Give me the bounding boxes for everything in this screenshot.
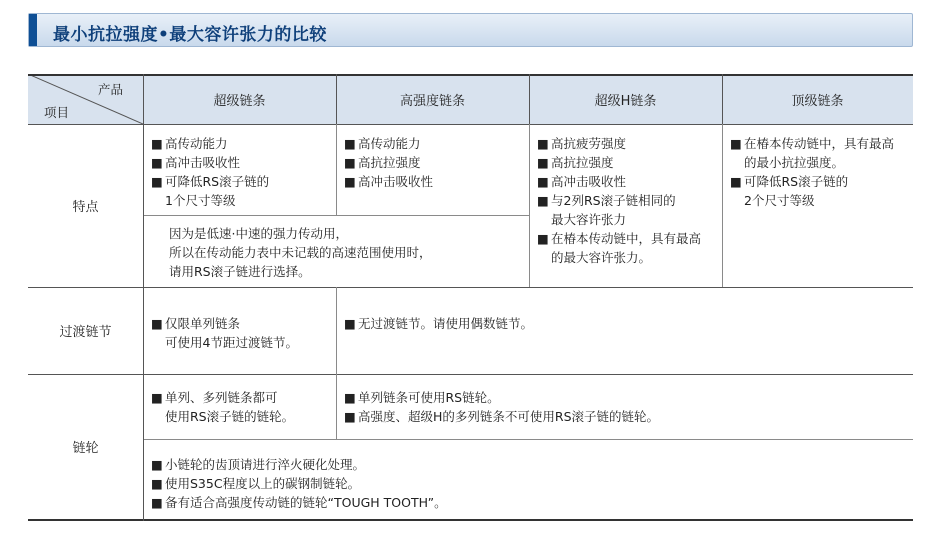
list-item: ■ 高传动能力 (344, 136, 421, 151)
list-item: ■ 与2列RS滚子链相同的 (537, 193, 676, 208)
features-note-cell (169, 224, 432, 281)
sprocket-super-cell (151, 388, 294, 426)
list-item-continuation: 可使用4节距过渡链节。 (165, 335, 298, 350)
col-divider-label (143, 74, 144, 521)
list-item: ■ 高冲击吸收性 (151, 155, 241, 170)
list-item-continuation: 1个尺寸等级 (165, 193, 236, 208)
offset-link-super-cell (151, 314, 298, 352)
note-line: 因为是低速·中速的强力传动用， (169, 226, 348, 241)
list-item: ■ 无过渡链节。请使用偶数链节。 (344, 316, 534, 331)
features-super-h-cell (537, 134, 701, 267)
features-col-divider-1 (336, 124, 337, 215)
list-item: ■ 使用S35C程度以上的碳钢制链轮。 (151, 476, 361, 491)
table-top-border (28, 74, 913, 76)
list-item: ■ 在椿本传动链中，具有最高 (730, 136, 895, 151)
row-label-offset-link: 过渡链节 (59, 325, 112, 340)
features-high-strength-cell (344, 134, 433, 191)
list-item-continuation: 的最小抗拉强度。 (744, 155, 845, 170)
corner-product-label: 产品 (98, 82, 124, 97)
col-header-super-h: 超级H链条 (594, 93, 657, 109)
list-item: ■ 高强度、超级H的多列链条不可使用RS滚子链的链轮。 (344, 409, 660, 424)
list-item: ■ 高冲击吸收性 (537, 174, 627, 189)
header-col-divider-3 (722, 74, 723, 124)
list-item: ■ 单列链条可使用RS链轮。 (344, 390, 500, 405)
list-item: ■ 可降低RS滚子链的 (730, 174, 849, 189)
features-super-cell (151, 134, 269, 210)
list-item: ■ 仅限单列链条 (151, 316, 241, 331)
header-col-divider-2 (529, 74, 530, 124)
features-top-cell (730, 134, 894, 210)
row-divider-2 (28, 374, 913, 375)
col-header-high-strength: 高强度链条 (399, 93, 465, 109)
title-banner (28, 13, 913, 47)
list-item: ■ 小链轮的齿顶请进行淬火硬化处理。 (151, 457, 366, 472)
list-item-continuation: 使用RS滚子链的链轮。 (165, 409, 295, 424)
note-line: 请用RS滚子链进行选择。 (169, 264, 311, 279)
header-col-divider-1 (336, 74, 337, 124)
col-header-super: 超级链条 (213, 93, 266, 109)
list-item: ■ 高抗拉强度 (537, 155, 614, 170)
note-line: 所以在传动能力表中未记载的高速范围使用时， (169, 245, 432, 260)
list-item-continuation: 最大容许张力 (551, 212, 627, 227)
page-title: 最小抗拉强度•最大容许张力的比较 (53, 25, 327, 45)
table-bottom-border (28, 519, 913, 521)
list-item: ■ 单列、多列链条都可 (151, 390, 278, 405)
corner-item-label: 项目 (44, 105, 70, 120)
list-item: ■ 在椿本传动链中，具有最高 (537, 231, 702, 246)
list-item: ■ 可降低RS滚子链的 (151, 174, 270, 189)
list-item: ■ 高抗疲劳强度 (537, 136, 627, 151)
offset-link-others-cell (344, 314, 533, 333)
row-label-features: 特点 (72, 200, 99, 215)
row-label-sprocket: 链轮 (72, 441, 99, 456)
sprocket-common-cell (151, 455, 447, 512)
sprocket-others-cell (344, 388, 659, 426)
row-divider-1 (28, 287, 913, 288)
list-item: ■ 高传动能力 (151, 136, 228, 151)
banner-accent-bar (29, 14, 37, 46)
comparison-table (28, 74, 913, 521)
list-item: ■ 备有适合高强度传动链的链轮“TOUGH TOOTH”。 (151, 495, 447, 510)
list-item: ■ 高冲击吸收性 (344, 174, 434, 189)
list-item-continuation: 2个尺寸等级 (744, 193, 815, 208)
sprocket-col-divider (336, 374, 337, 439)
features-col-divider-2 (529, 124, 530, 287)
sprocket-common-divider (143, 439, 913, 440)
header-divider (28, 124, 913, 125)
list-item: ■ 高抗拉强度 (344, 155, 421, 170)
features-col-divider-3 (722, 124, 723, 287)
offset-col-divider (336, 287, 337, 374)
col-header-top: 顶级链条 (791, 93, 844, 109)
list-item-continuation: 的最大容许张力。 (551, 250, 652, 265)
features-note-divider (143, 215, 529, 216)
